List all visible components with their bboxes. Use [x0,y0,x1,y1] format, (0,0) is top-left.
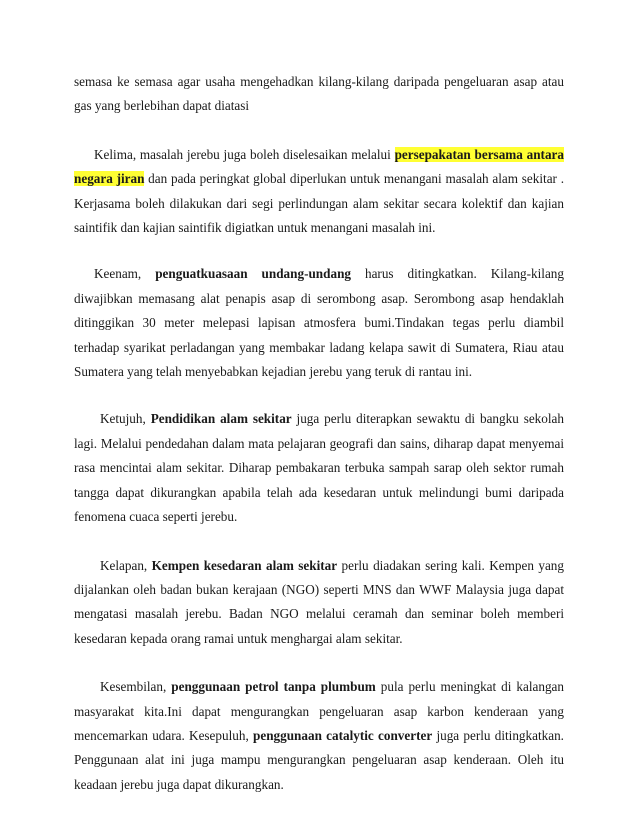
key-phrase: penguatkuasaan undang-undang [155,266,351,282]
paragraph-kelima [74,143,564,241]
paragraph-text: Kelima, masalah jerebu juga boleh diselesaikan melalui [94,146,395,162]
paragraph-text: perlu diadakan sering kali. Kempen yang dijalankan oleh badan bukan kerajaan (NGO) seperti MNS dan WWF Malaysia juga dapat mengatasi masalah jerebu. Badan NGO melalui ceramah dan seminar boleh memberi kesedaran kepada orang ramai untuk menghargai alam sekitar. [74,557,564,646]
paragraph-text: dan pada peringkat global diperlukan untuk menangani masalah alam sekitar . Kerjasama boleh dilakukan dari segi perlindungan alam sekitar secara kolektif dan kajian saintifik dan kajian saintifik digiatkan untuk menangani masalah ini. [74,171,564,236]
paragraph-ketujuh [74,407,564,529]
paragraph-text: harus ditingkatkan. Kilang-kilang diwajibkan memasang alat penapis asap di serombong asap. Serombong asap hendaklah ditinggikan 30 meter melepasi lapisan atmosfera bumi.Tindakan tegas perlu diambil terhadap syarikat perladangan yang membakar ladang kelapa sawit di Sumatera, Riau atau Sumatera yang telah menyebabkan kejadian jerebu yang teruk di rantau ini. [74,266,564,380]
paragraph-text: Kelapan, [100,557,152,573]
key-phrase: Pendidikan alam sekitar [150,411,292,427]
paragraph-kesembilan [74,675,564,797]
paragraph-text: juga perlu ditingkatkan. Penggunaan alat ini juga mampu mengurangkan pengeluaran asap kenderaan. Oleh itu keadaan jerebu juga dapat dikurangkan. [74,727,564,792]
paragraph-text: juga perlu diterapkan sewaktu di bangku sekolah lagi. Melalui pendedahan dalam mata pelajaran geografi dan sains, diharap dapat menyemai rasa mencintai alam sekitar. Diharap pembakaran terbuka sampah sarap oleh sektor rumah tangga dapat dikurangkan apabila telah ada kesedaran untuk melindungi bumi daripada fenomena cuaca seperti jerebu. [74,411,564,525]
document-page [74,70,564,797]
paragraph-text: Keenam, [94,266,156,282]
paragraph-continuation [74,70,564,119]
key-phrase: penggunaan petrol tanpa plumbum [171,679,376,695]
paragraph-text: semasa ke semasa agar usaha mengehadkan kilang-kilang daripada pengeluaran asap atau gas yang berlebihan dapat diatasi [74,74,564,114]
key-phrase: penggunaan catalytic converter [253,727,433,743]
paragraph-kelapan [74,554,564,652]
paragraph-text: pula perlu meningkat di kalangan masyarakat kita.Ini dapat mengurangkan pengeluaran asap karbon kenderaan yang mencemarkan udara. Kesepuluh, [74,679,564,743]
paragraph-text: Ketujuh, [100,411,151,427]
key-phrase: Kempen kesedaran alam sekitar [151,557,338,573]
paragraph-keenam [74,262,564,384]
highlighted-key-phrase: persepakatan bersama antara negara jiran [74,146,564,187]
paragraph-text: Kesembilan, [100,679,172,695]
